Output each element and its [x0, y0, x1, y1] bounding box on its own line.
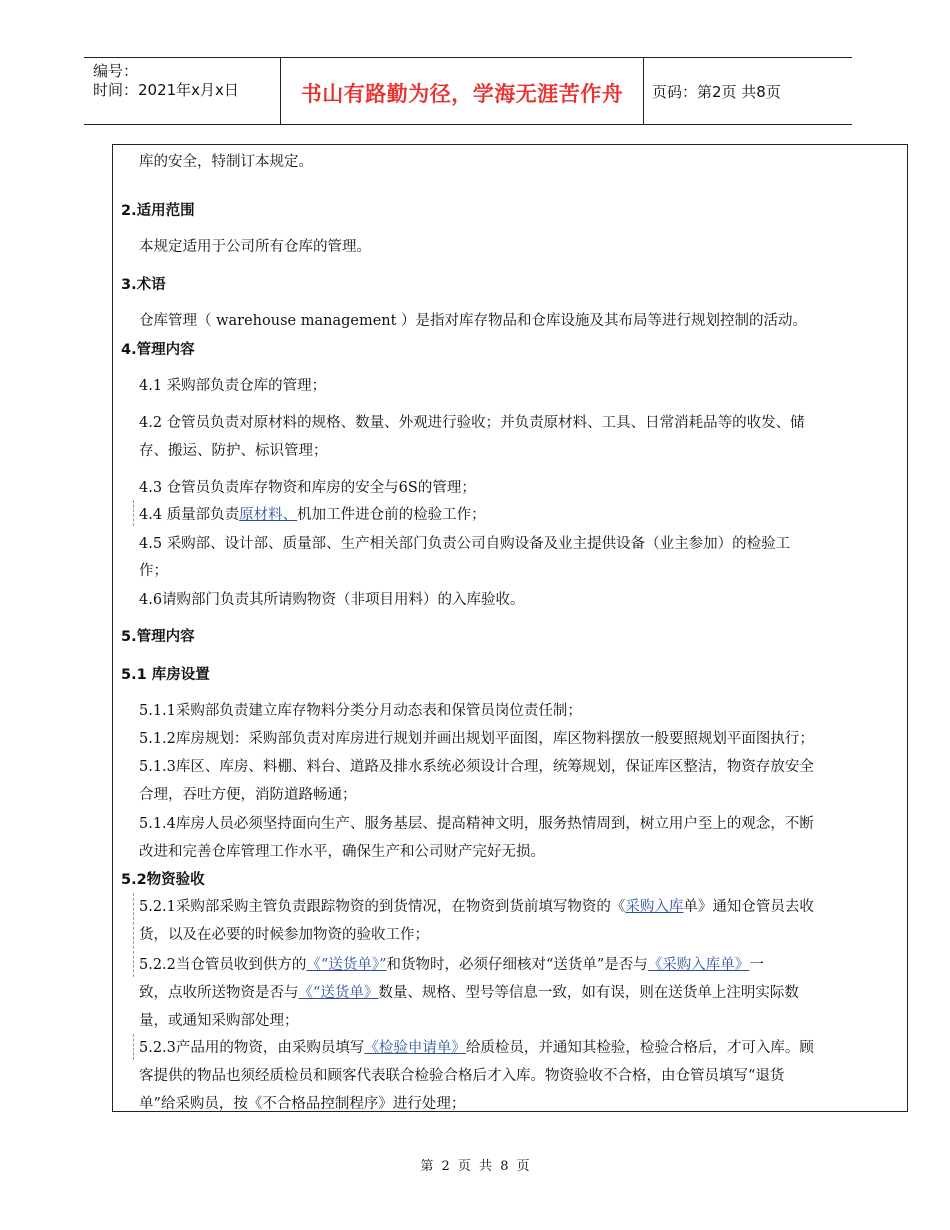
body-line: 4.2 仓管员负责对原材料的规格、数量、外观进行验收；并负责原材料、工具、日常消耗品等的收发、储 — [139, 415, 805, 431]
revision-bar — [133, 951, 134, 977]
body-line: 量，或通知采购部处理； — [139, 1013, 299, 1029]
section-heading: 5.2物资验收 — [121, 872, 205, 888]
text-run: 致，点收所送物资是否与 — [139, 985, 299, 1001]
body-line: 4.3 仓管员负责库存物资和库房的安全与6S的管理； — [139, 480, 476, 496]
body-line: 货，以及在必要的时候参加物资的验收工作； — [139, 927, 429, 943]
body-line: 改进和完善仓库管理工作水平，确保生产和公司财产完好无损。 — [139, 844, 545, 860]
section-heading: 5.管理内容 — [121, 629, 195, 645]
inline-link[interactable]: 原材料、 — [239, 507, 298, 523]
page-header — [84, 57, 852, 125]
inline-link[interactable]: 《“送货单》” — [306, 957, 387, 973]
body-line — [139, 955, 764, 975]
inline-link[interactable]: 《检验申请单》 — [364, 1040, 466, 1056]
body-line: 单”给采购员，按《不合格品控制程序》进行处理； — [139, 1096, 466, 1112]
section-heading: 4.管理内容 — [121, 342, 195, 358]
header-meta — [84, 58, 280, 124]
body-line — [139, 505, 486, 525]
body-line: 仓库管理（ warehouse management ）是指对库存物品和仓库设施及其布局等进行规划控制的活动。 — [139, 313, 808, 329]
revision-bar — [133, 893, 134, 949]
body-line — [139, 897, 814, 917]
text-run: 机加工件进仓前的检验工作； — [297, 507, 486, 523]
body-line: 存、搬运、防护、标识管理； — [139, 443, 328, 459]
header-motto-cell — [280, 58, 644, 124]
text-run: 5.2.1采购部采购主管负责跟踪物资的到货情况，在物资到货前填写物资的《 — [139, 899, 626, 915]
inline-link[interactable]: 采购入库 — [625, 899, 684, 915]
inline-link[interactable]: 《采购入库单》 — [647, 957, 750, 973]
body-line: 5.1.3库区、库房、料棚、料台、道路及排水系统必须设计合理，统筹规划，保证库区整洁，物资存放安全 — [139, 759, 814, 775]
header-page-code: 页码：第2页 共8页 — [652, 83, 781, 101]
body-line: 作； — [139, 563, 168, 579]
body-line: 4.1 采购部负责仓库的管理； — [139, 378, 327, 394]
text-run: 给质检员，并通知其检验，检验合格后，才可入库。顾 — [465, 1040, 814, 1056]
body-line: 5.1.4库房人员必须坚持面向生产、服务基层、提高精神文明，服务热情周到，树立用户至上的观念，不断 — [139, 816, 814, 832]
text-run: 5.2.3产品用的物资，由采购员填写 — [139, 1040, 365, 1056]
section-heading: 2.适用范围 — [121, 203, 195, 219]
text-run: 一 — [749, 957, 764, 973]
header-motto: 书山有路勤为径，学海无涯苦作舟 — [300, 82, 624, 106]
text-run: 4.4 质量部负责 — [139, 507, 240, 523]
header-page-cell — [643, 58, 852, 124]
body-line: 4.5 采购部、设计部、质量部、生产相关部门负责公司自购设备及业主提供设备（业主参加）的检验工 — [139, 536, 791, 552]
text-run: 和货物时，必须仔细核对“送货单”是否与 — [386, 957, 648, 973]
document-body — [112, 144, 908, 1112]
body-line — [139, 983, 799, 1003]
revision-bar — [133, 1034, 134, 1060]
page-footer: 第 2 页 共 8 页 — [420, 1159, 530, 1174]
text-run: 数量、规格、型号等信息一致，如有误，则在送货单上注明实际数 — [378, 985, 799, 1001]
text-run: 5.2.2当仓管员收到供方的 — [139, 957, 307, 973]
body-line: 5.1.2库房规划：采购部负责对库房进行规划并画出规划平面图，库区物料摆放一般要照规划平面图执行； — [139, 731, 814, 747]
section-heading: 3.术语 — [121, 277, 166, 293]
document-number-label: 编号： — [93, 62, 139, 80]
body-line: 库的安全，特制订本规定。 — [139, 154, 313, 170]
body-line: 客提供的物品也须经质检员和顾客代表联合检验合格后才入库。物资验收不合格，由仓管员填写“退货 — [139, 1068, 785, 1084]
section-heading: 5.1 库房设置 — [121, 667, 210, 683]
body-line: 本规定适用于公司所有仓库的管理。 — [139, 239, 371, 255]
body-line: 5.1.1采购部负责建立库存物料分类分月动态表和保管员岗位责任制； — [139, 703, 582, 719]
revision-bar — [133, 500, 134, 526]
document-time: 时间：2021年x月x日 — [93, 81, 239, 99]
inline-link[interactable]: 《“送货单》 — [298, 985, 379, 1001]
body-line: 合理，吞吐方便，消防道路畅通； — [139, 787, 357, 803]
text-run: 单》通知仓管员去收 — [683, 899, 814, 915]
body-line — [139, 1038, 814, 1058]
body-line: 4.6请购部门负责其所请购物资（非项目用料）的入库验收。 — [139, 592, 525, 608]
